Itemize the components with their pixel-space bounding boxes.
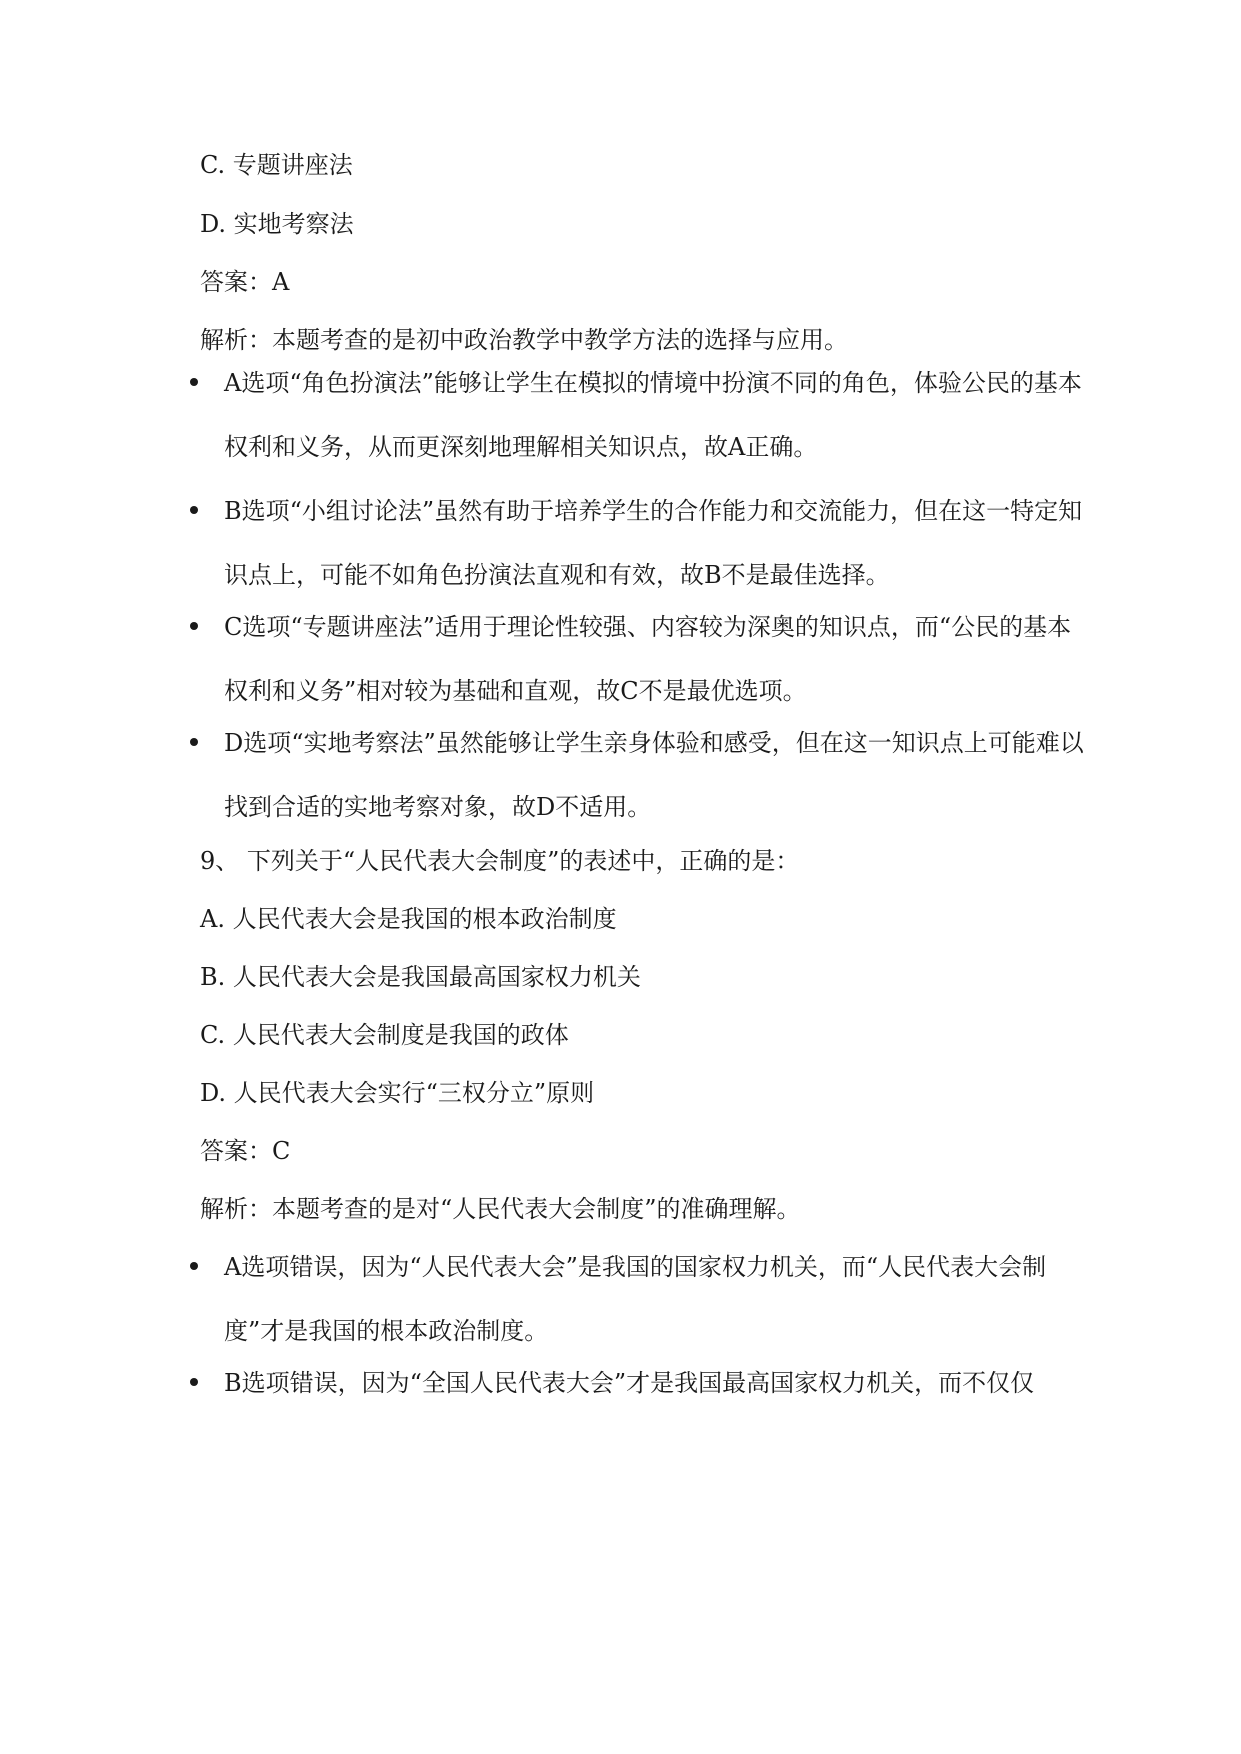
- q8-analysis: 解析：本题考查的是初中政治教学中教学方法的选择与应用。: [200, 326, 848, 354]
- bullet-text: D选项“实地考察法”虽然能够让学生亲身体验和感受，但在这一知识点上可能难以找到合适的实地考察对象，故D不适用。: [224, 729, 1084, 821]
- bullet-icon: [190, 1262, 198, 1270]
- q8-answer: 答案：A: [200, 268, 290, 296]
- bullet-text: B选项错误，因为“全国人民代表大会”才是我国最高国家权力机关，而不仅仅: [224, 1369, 1035, 1397]
- bullet-text: C选项“专题讲座法”适用于理论性较强、内容较为深奥的知识点，而“公民的基本权利和义务”相对较为基础和直观，故C不是最优选项。: [224, 613, 1072, 705]
- q9-analysis: 解析：本题考查的是对“人民代表大会制度”的准确理解。: [200, 1195, 801, 1223]
- q9-answer: 答案：C: [200, 1137, 291, 1165]
- bullet-text: A选项错误，因为“人民代表大会”是我国的国家权力机关，而“人民代表大会制度”才是我国的根本政治制度。: [224, 1253, 1047, 1345]
- bullet-text: B选项“小组讨论法”虽然有助于培养学生的合作能力和交流能力，但在这一特定知识点上，可能不如角色扮演法直观和有效，故B不是最佳选择。: [224, 497, 1083, 589]
- q9-question: 9、 下列关于“人民代表大会制度”的表述中，正确的是：: [200, 847, 800, 875]
- q9-option-c: C. 人民代表大会制度是我国的政体: [200, 1021, 569, 1049]
- bullet-text: A选项“角色扮演法”能够让学生在模拟的情境中扮演不同的角色，体验公民的基本权利和义务，从而更深刻地理解相关知识点，故A正确。: [224, 369, 1082, 461]
- q9-option-a: A. 人民代表大会是我国的根本政治制度: [200, 905, 617, 933]
- q9-option-d: D. 人民代表大会实行“三权分立”原则: [200, 1079, 595, 1107]
- q8-option-c: C. 专题讲座法: [200, 151, 353, 179]
- q9-option-b: B. 人民代表大会是我国最高国家权力机关: [200, 963, 641, 991]
- bullet-icon: [190, 506, 198, 514]
- bullet-icon: [190, 622, 198, 630]
- bullet-icon: [190, 738, 198, 746]
- bullet-icon: [190, 1378, 198, 1386]
- bullet-icon: [190, 378, 198, 386]
- q8-option-d: D. 实地考察法: [200, 210, 354, 238]
